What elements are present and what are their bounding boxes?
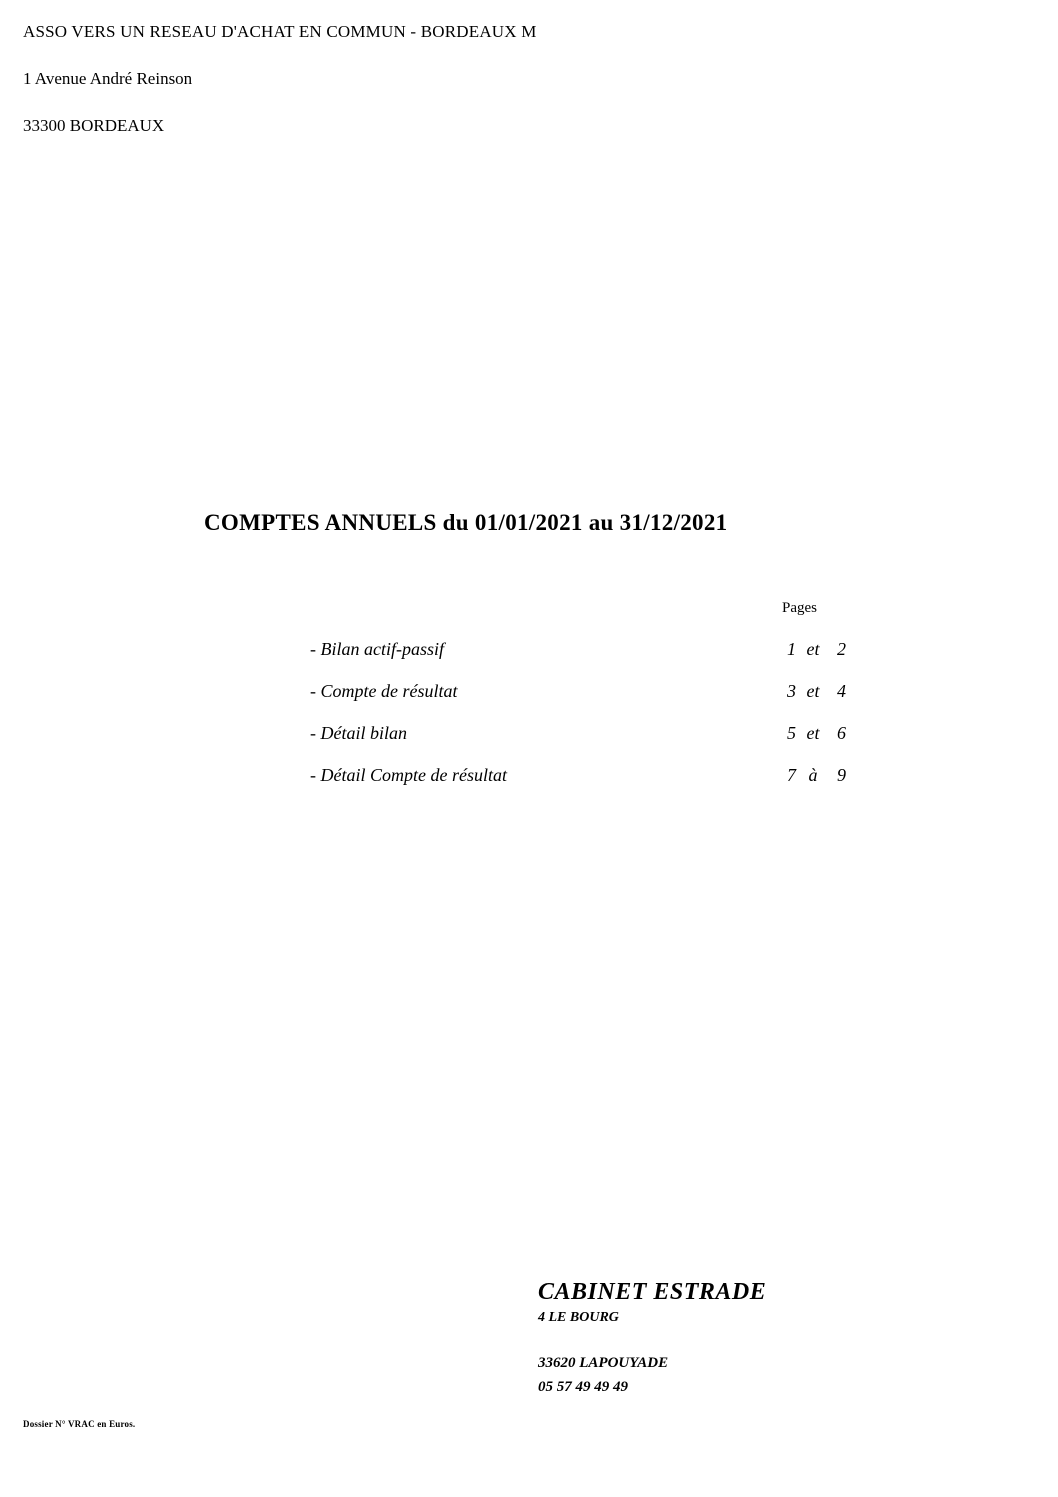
toc-page-conjunction: à: [808, 765, 818, 785]
toc-item-label: - Détail Compte de résultat: [310, 765, 507, 785]
toc-item-label: - Détail bilan: [310, 723, 407, 743]
toc-item-pages: [780, 765, 846, 786]
company-address-street: 1 Avenue André Reinson: [23, 69, 193, 88]
toc-page-from: 1: [787, 639, 796, 659]
table-of-contents: [310, 600, 855, 807]
toc-item-pages: [780, 639, 846, 660]
accounting-firm-block: [538, 1279, 766, 1396]
firm-phone: 05 57 49 49 49: [538, 1379, 628, 1395]
page-title: COMPTES ANNUELS du 01/01/2021 au 31/12/2021: [204, 510, 728, 535]
toc-page-conjunction: et: [806, 681, 820, 701]
toc-page-conjunction: et: [806, 723, 820, 743]
company-header: [23, 22, 537, 163]
company-address-city: 33300 BORDEAUX: [23, 116, 165, 135]
toc-page-to: 9: [837, 765, 846, 785]
toc-page-to: 2: [837, 639, 846, 659]
footer-dossier-reference: Dossier N° VRAC en Euros.: [23, 1419, 136, 1429]
toc-row-detail-bilan: [310, 723, 855, 744]
toc-row-detail-compte-de-resultat: [310, 765, 855, 786]
toc-page-to: 6: [837, 723, 846, 743]
toc-item-pages: [780, 723, 846, 744]
toc-item-pages: [780, 681, 846, 702]
firm-address-street: 4 LE BOURG: [538, 1310, 619, 1325]
toc-item-label: - Bilan actif-passif: [310, 639, 444, 659]
toc-page-from: 3: [787, 681, 796, 701]
toc-page-conjunction: et: [806, 639, 820, 659]
toc-row-bilan-actif-passif: [310, 639, 855, 660]
toc-item-label: - Compte de résultat: [310, 681, 458, 701]
toc-row-compte-de-resultat: [310, 681, 855, 702]
firm-name: CABINET ESTRADE: [538, 1279, 767, 1305]
toc-pages-column-header: Pages: [782, 600, 817, 616]
toc-page-from: 5: [787, 723, 796, 743]
toc-page-to: 4: [837, 681, 846, 701]
company-name: ASSO VERS UN RESEAU D'ACHAT EN COMMUN - BORDEAUX M: [23, 22, 537, 41]
toc-page-from: 7: [787, 765, 796, 785]
firm-address-city: 33620 LAPOUYADE: [538, 1355, 669, 1371]
